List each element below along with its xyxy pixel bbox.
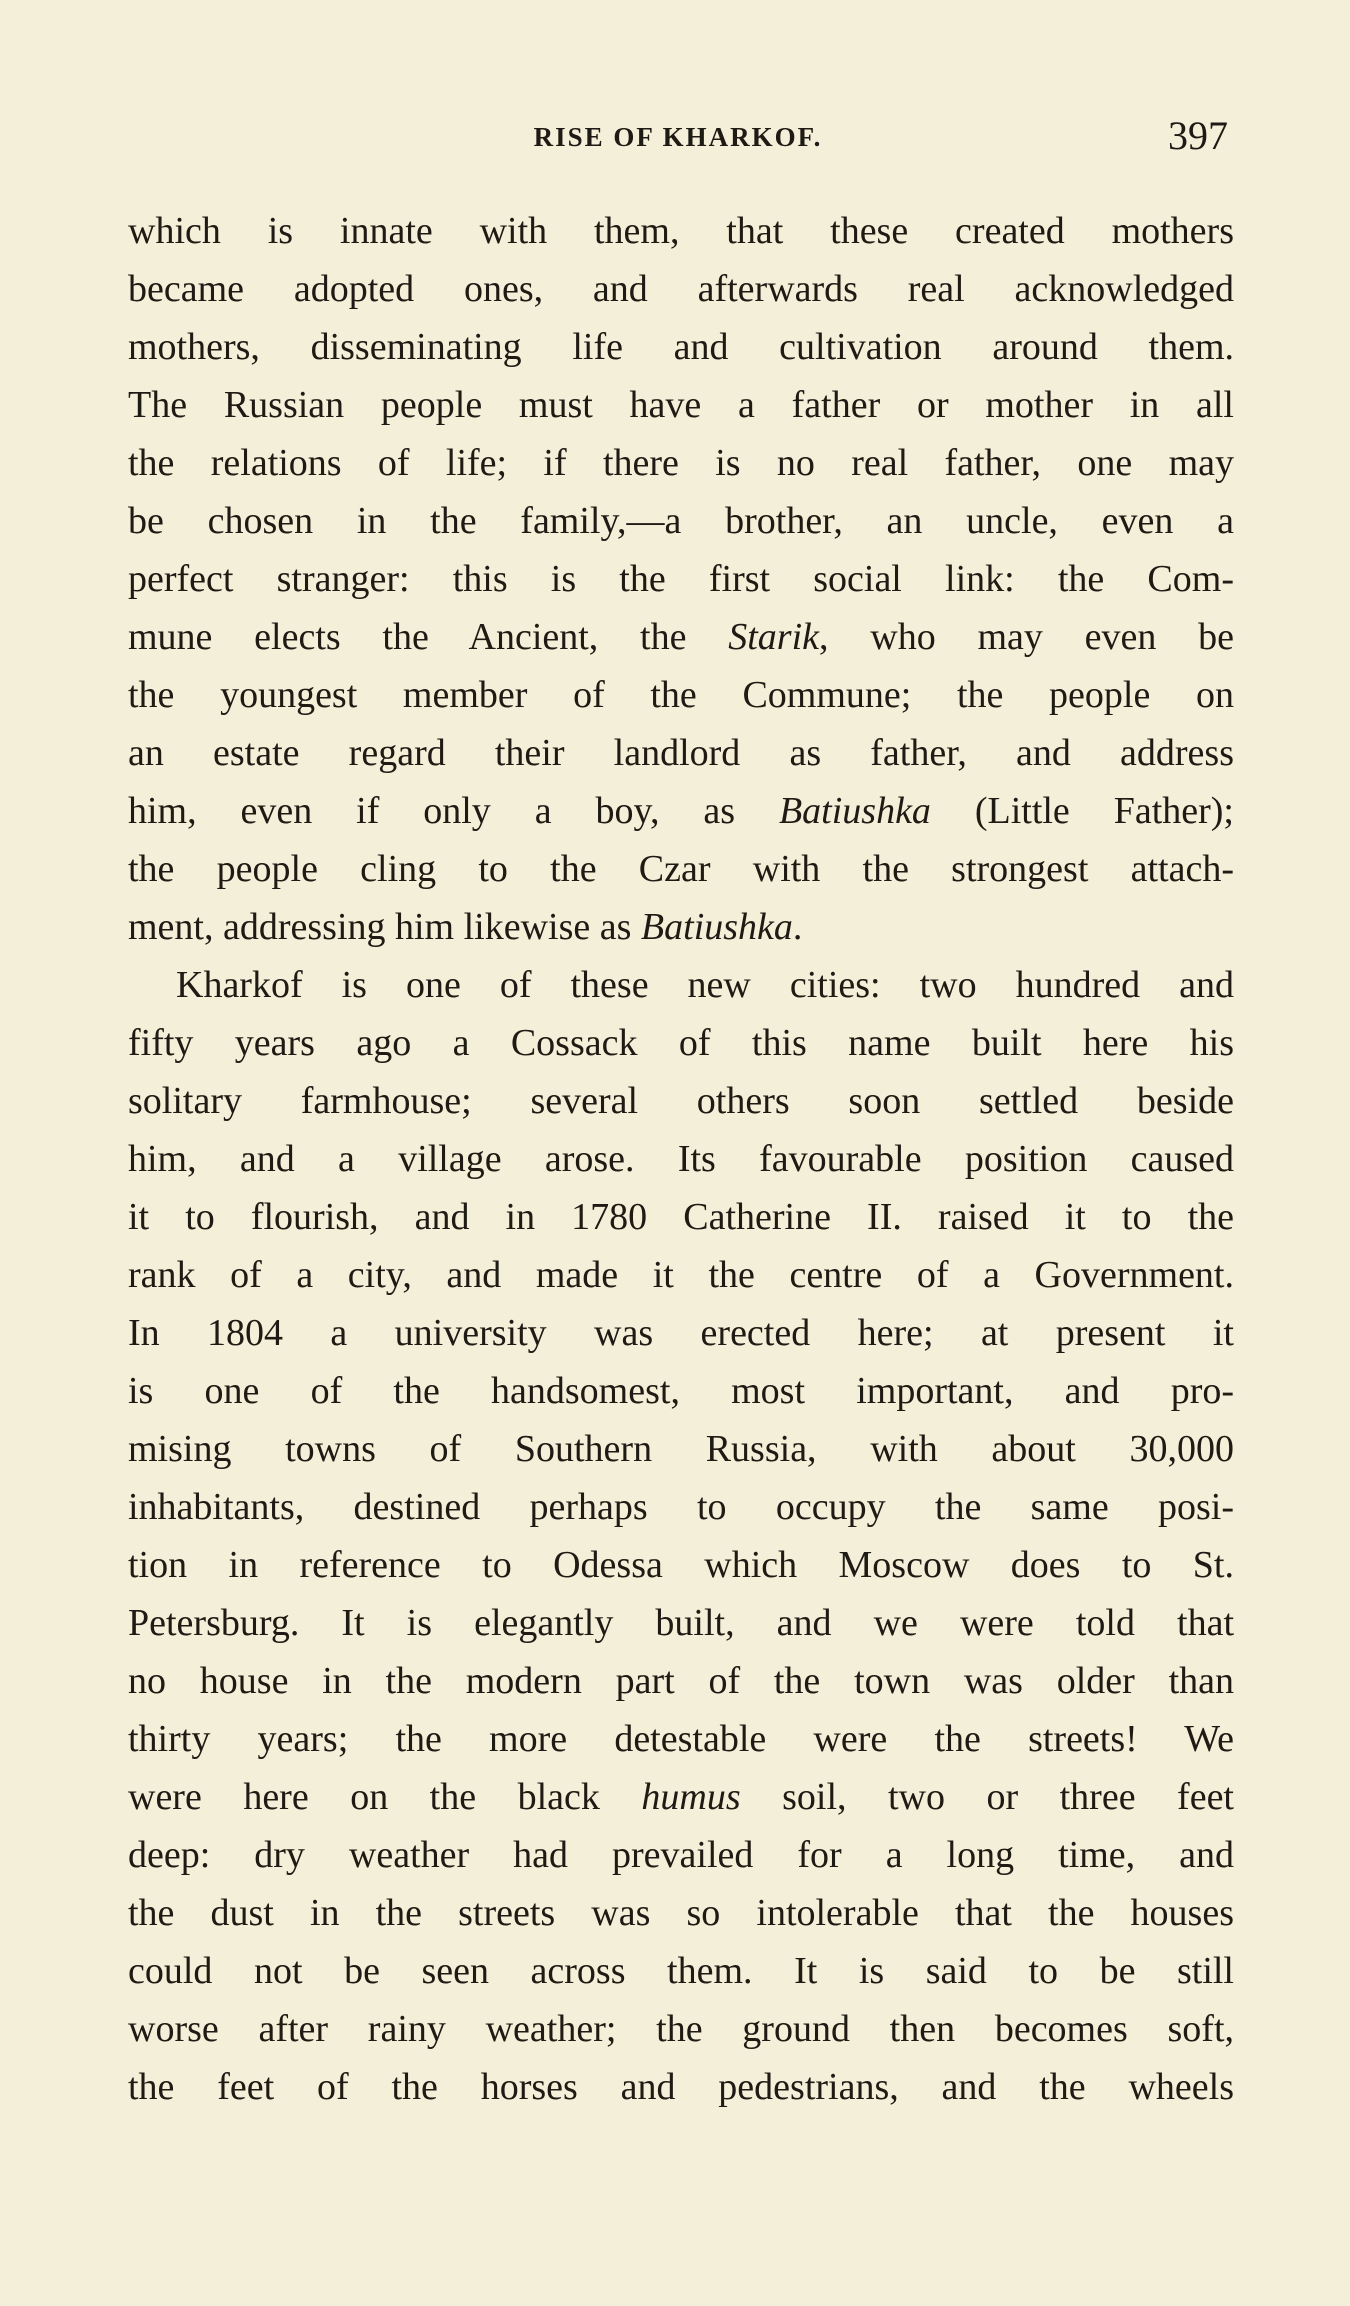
running-head — [128, 112, 1228, 162]
text-line: perfect stranger: this is the first social link: the Com- — [128, 558, 1234, 600]
text-line: the dust in the streets was so intolerable that the houses — [128, 1892, 1234, 1934]
italic-term: humus — [641, 1776, 741, 1818]
text-line: mising towns of Southern Russia, with about 30,000 — [128, 1428, 1234, 1470]
text-line: mune elects the Ancient, the Starik, who may even be — [128, 616, 1234, 658]
page-number: 397 — [1168, 113, 1228, 158]
italic-term: Batiushka — [778, 790, 931, 832]
text-line: inhabitants, destined perhaps to occupy the same posi- — [128, 1486, 1234, 1528]
text-line: could not be seen across them. It is said to be still — [128, 1950, 1234, 1992]
text-line: the people cling to the Czar with the strongest attach- — [128, 848, 1234, 890]
text-line: fifty years ago a Cossack of this name built here his — [128, 1022, 1234, 1064]
text-line: an estate regard their landlord as father, and address — [128, 732, 1234, 774]
text-line: the youngest member of the Commune; the people on — [128, 674, 1234, 716]
italic-term: Batiushka — [640, 906, 793, 948]
text-line: is one of the handsomest, most important, and pro- — [128, 1370, 1234, 1412]
italic-term: Starik — [728, 616, 820, 658]
text-line: rank of a city, and made it the centre of a Government. — [128, 1254, 1234, 1296]
text-line: no house in the modern part of the town was older than — [128, 1660, 1234, 1702]
text-line: In 1804 a university was erected here; at present it — [128, 1312, 1234, 1354]
text-line: be chosen in the family,—a brother, an uncle, even a — [128, 500, 1234, 542]
text-line: worse after rainy weather; the ground then becomes soft, — [128, 2008, 1234, 2050]
text-line: him, even if only a boy, as Batiushka (Little Father); — [128, 790, 1234, 832]
text-line: tion in reference to Odessa which Moscow does to St. — [128, 1544, 1234, 1586]
body-text — [128, 202, 1234, 2116]
text-line: it to flourish, and in 1780 Catherine II. raised it to the — [128, 1196, 1234, 1238]
text-line: the relations of life; if there is no real father, one may — [128, 442, 1234, 484]
text-line: the feet of the horses and pedestrians, and the wheels — [128, 2066, 1234, 2108]
text-line: him, and a village arose. Its favourable position caused — [128, 1138, 1234, 1180]
text-line: became adopted ones, and afterwards real acknowledged — [128, 268, 1234, 310]
text-line: ment, addressing him likewise as Batiushka. — [128, 906, 803, 948]
text-line: mothers, disseminating life and cultivation around them. — [128, 326, 1234, 368]
text-line: Petersburg. It is elegantly built, and we were told that — [128, 1602, 1234, 1644]
text-line: were here on the black humus soil, two or three feet — [128, 1776, 1234, 1818]
running-title: RISE OF KHARKOF. — [533, 122, 823, 152]
text-line: The Russian people must have a father or mother in all — [128, 384, 1234, 426]
text-line: Kharkof is one of these new cities: two hundred and — [176, 964, 1234, 1006]
text-line: which is innate with them, that these created mothers — [128, 210, 1234, 252]
text-line: deep: dry weather had prevailed for a long time, and — [128, 1834, 1234, 1876]
text-line: solitary farmhouse; several others soon settled beside — [128, 1080, 1234, 1122]
text-line: thirty years; the more detestable were the streets! We — [128, 1718, 1234, 1760]
